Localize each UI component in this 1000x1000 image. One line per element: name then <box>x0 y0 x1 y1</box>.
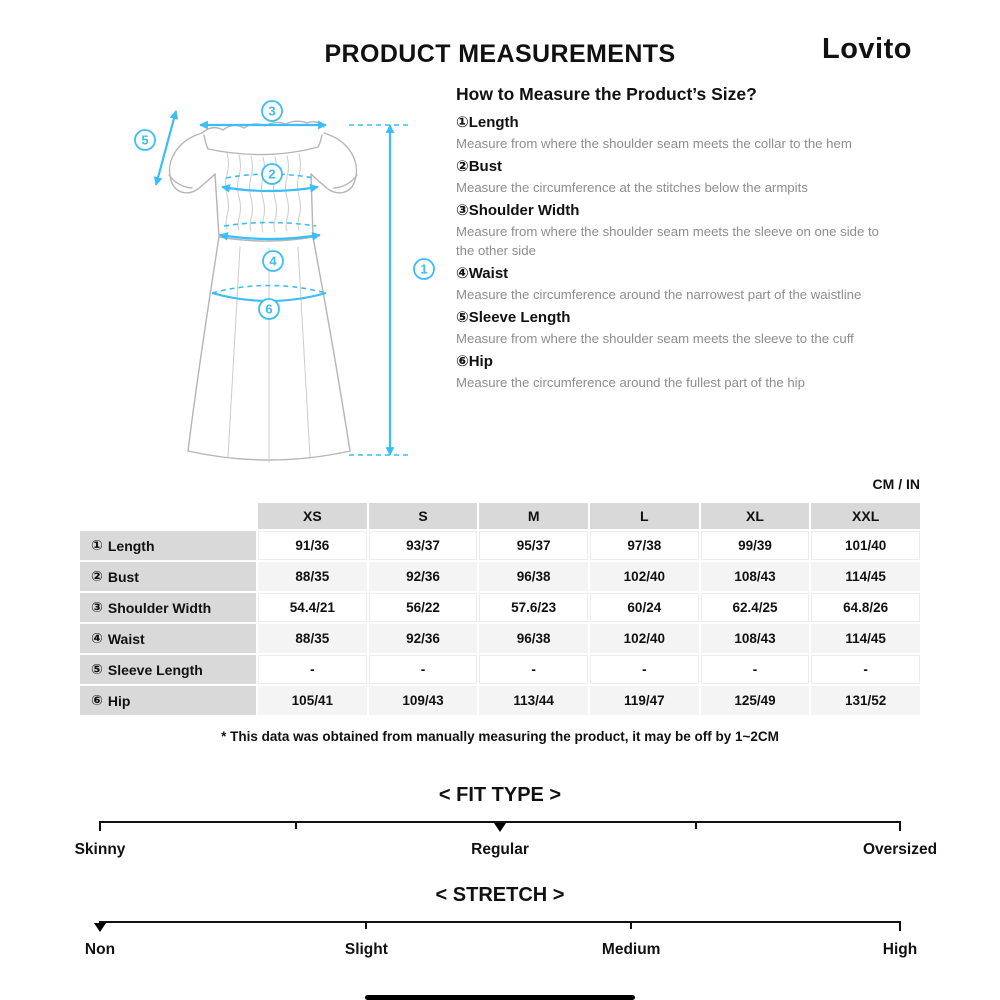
guide-item-description: Measure the circumference around the narrowest part of the waistline <box>456 287 862 302</box>
home-indicator-bar <box>365 995 635 1000</box>
circled-number: ① <box>456 114 469 131</box>
fit-type-scale <box>74 784 938 864</box>
size-table <box>80 503 920 715</box>
scale-tick <box>695 821 697 829</box>
table-row-label <box>80 655 256 684</box>
table-cell: 92/36 <box>369 562 478 591</box>
scale-tick <box>630 921 632 929</box>
scale-tick <box>99 821 101 831</box>
guide-item-label: Shoulder Width <box>468 202 580 219</box>
circled-number: ⑥ <box>456 353 469 370</box>
table-cell: 64.8/26 <box>811 593 920 622</box>
circled-number: ⑤ <box>456 309 469 326</box>
guide-item-description: Measure from where the shoulder seam meets the collar to the hem <box>456 136 852 151</box>
row-label-text: Bust <box>107 568 139 585</box>
circled-number: ⑤ <box>91 661 103 677</box>
table-cell: 92/36 <box>369 624 478 653</box>
guide-item-title <box>456 158 886 176</box>
guide-item-label: Bust <box>468 158 503 175</box>
diagram-marker-bust <box>262 164 282 184</box>
guide-item-label: Sleeve Length <box>468 309 571 326</box>
guide-item-title <box>456 202 886 220</box>
guide-item-label: Length <box>468 114 519 131</box>
fit-type-line <box>100 821 900 823</box>
table-cell: 109/43 <box>369 686 478 715</box>
table-cell: - <box>701 655 810 684</box>
fit-label-skinny: Skinny <box>74 841 126 858</box>
diagram-marker-hip <box>259 299 279 319</box>
guide-item-sleeve-length <box>456 309 886 348</box>
stretch-label-slight: Slight <box>344 941 388 958</box>
table-cell: 114/45 <box>811 562 920 591</box>
circled-number: ③ <box>91 599 103 615</box>
guide-item-label: Hip <box>468 353 493 370</box>
table-cell: 108/43 <box>701 562 810 591</box>
stretch-marker-icon <box>94 923 106 932</box>
stretch-label-high: High <box>882 941 918 958</box>
guide-item-description: Measure the circumference around the fullest part of the hip <box>456 375 805 390</box>
table-row-label <box>80 562 256 591</box>
table-cell: 114/45 <box>811 624 920 653</box>
measure-guide <box>456 84 886 397</box>
table-cell: 99/39 <box>701 531 810 560</box>
table-cell: 62.4/25 <box>701 593 810 622</box>
fit-type-marker-icon <box>494 823 506 832</box>
table-row-waist <box>80 624 920 653</box>
guide-heading: How to Measure the Product’s Size? <box>456 84 757 104</box>
fit-label-regular: Regular <box>471 841 529 858</box>
guide-item-bust <box>456 158 886 197</box>
circled-number: ④ <box>91 630 103 646</box>
column-header: L <box>590 503 699 529</box>
svg-text:4: 4 <box>269 253 277 269</box>
table-row-label <box>80 686 256 715</box>
table-row-bust <box>80 562 920 591</box>
stretch-label-non: Non <box>84 941 116 958</box>
guide-item-title <box>456 265 886 283</box>
svg-text:1: 1 <box>420 261 428 277</box>
diagram-marker-length <box>414 259 434 279</box>
diagram-marker-sleeve <box>135 130 155 150</box>
guide-item-title <box>456 353 886 371</box>
guide-item-title <box>456 309 886 327</box>
svg-text:2: 2 <box>268 166 276 182</box>
circled-number: ① <box>91 537 103 553</box>
column-header: XXL <box>811 503 920 529</box>
table-cell: - <box>479 655 588 684</box>
column-header: XS <box>258 503 367 529</box>
table-cell: 88/35 <box>258 562 367 591</box>
row-label-text: Hip <box>107 692 131 709</box>
circled-number: ② <box>91 568 103 584</box>
table-cell: 91/36 <box>258 531 367 560</box>
circled-number: ⑥ <box>91 692 103 708</box>
table-cell: - <box>811 655 920 684</box>
table-cell: - <box>258 655 367 684</box>
table-cell: 57.6/23 <box>479 593 588 622</box>
circled-number: ③ <box>456 202 469 219</box>
measure-line-sleeve <box>156 111 176 185</box>
stretch-label-medium: Medium <box>601 941 661 958</box>
table-row-label <box>80 593 256 622</box>
row-label-text: Shoulder Width <box>107 599 212 616</box>
table-cell: 96/38 <box>479 624 588 653</box>
diagram-marker-waist <box>263 251 283 271</box>
table-row-hip <box>80 686 920 715</box>
table-cell: 97/38 <box>590 531 699 560</box>
svg-text:3: 3 <box>268 103 276 119</box>
table-cell: 56/22 <box>369 593 478 622</box>
table-cell: 95/37 <box>479 531 588 560</box>
page-title: PRODUCT MEASUREMENTS <box>324 40 676 68</box>
brand-logo: Lovito <box>822 33 912 65</box>
table-cell: 60/24 <box>590 593 699 622</box>
column-header: M <box>479 503 588 529</box>
stretch-scale <box>84 884 918 964</box>
table-cell: 93/37 <box>369 531 478 560</box>
table-row-sleeve-length <box>80 655 920 684</box>
row-label-text: Sleeve Length <box>107 661 203 678</box>
guide-item-description: Measure from where the shoulder seam meets the sleeve on one side to the other side <box>456 224 879 258</box>
table-cell: - <box>369 655 478 684</box>
table-cell: 108/43 <box>701 624 810 653</box>
guide-item-length <box>456 114 886 153</box>
guide-item-hip <box>456 353 886 392</box>
stretch-line <box>100 921 900 923</box>
row-label-text: Waist <box>107 630 145 647</box>
svg-text:5: 5 <box>141 132 149 148</box>
fit-type-title: < FIT TYPE > <box>438 784 562 806</box>
measurement-disclaimer: * This data was obtained from manually measuring the product, it may be off by 1~2CM <box>221 729 779 744</box>
guide-item-description: Measure from where the shoulder seam meets the sleeve to the cuff <box>456 331 854 346</box>
table-cell: 125/49 <box>701 686 810 715</box>
table-cell: 102/40 <box>590 562 699 591</box>
table-cell: 96/38 <box>479 562 588 591</box>
scale-tick <box>295 821 297 829</box>
measurement-diagram <box>112 85 457 480</box>
table-header-row <box>80 503 920 529</box>
circled-number: ② <box>456 158 469 175</box>
scale-tick <box>365 921 367 929</box>
column-header: XL <box>701 503 810 529</box>
table-cell: 54.4/21 <box>258 593 367 622</box>
guide-item-shoulder-width <box>456 202 886 260</box>
table-cell: 105/41 <box>258 686 367 715</box>
circled-number: ④ <box>456 265 469 282</box>
table-row-label <box>80 624 256 653</box>
table-cell: 88/35 <box>258 624 367 653</box>
measure-line-bust <box>222 187 318 191</box>
svg-text:6: 6 <box>265 301 273 317</box>
diagram-marker-shoulder <box>262 101 282 121</box>
scale-tick <box>899 921 901 931</box>
guide-item-description: Measure the circumference at the stitches below the armpits <box>456 180 808 195</box>
table-row-length <box>80 531 920 560</box>
scale-tick <box>899 821 901 831</box>
unit-label: CM / IN <box>872 476 920 492</box>
table-corner-cell <box>80 503 256 529</box>
guide-item-title <box>456 114 886 132</box>
row-label-text: Length <box>107 537 155 554</box>
fit-label-oversized: Oversized <box>862 841 938 858</box>
guide-item-waist <box>456 265 886 304</box>
stretch-title: < STRETCH > <box>435 884 565 906</box>
guide-item-label: Waist <box>468 265 509 282</box>
table-cell: 131/52 <box>811 686 920 715</box>
column-header: S <box>369 503 478 529</box>
table-row-label <box>80 531 256 560</box>
table-cell: 102/40 <box>590 624 699 653</box>
table-cell: 119/47 <box>590 686 699 715</box>
table-cell: - <box>590 655 699 684</box>
table-cell: 101/40 <box>811 531 920 560</box>
table-cell: 113/44 <box>479 686 588 715</box>
table-row-shoulder-width <box>80 593 920 622</box>
